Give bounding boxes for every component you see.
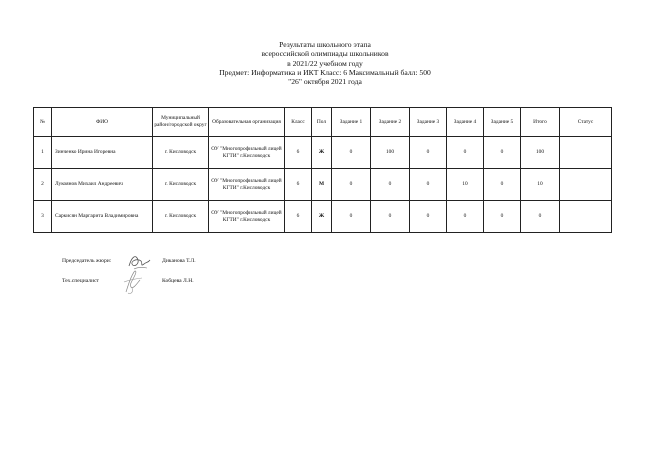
cell-number: 1: [34, 137, 52, 169]
cell-task-1: 0: [332, 201, 371, 233]
results-table: [33, 107, 612, 233]
cell-grade: 6: [285, 137, 312, 169]
signature-row-chair: [62, 258, 362, 278]
cell-task-3: 0: [410, 201, 447, 233]
title-line-2: всероссийской олимпиады школьников: [261, 49, 389, 59]
cell-task-5: 0: [484, 137, 521, 169]
cell-task-5: 0: [484, 169, 521, 201]
cell-total: 10: [521, 169, 560, 201]
title-line-3: в 2021/22 учебном году: [287, 58, 363, 68]
col-header-task-3: Задание 3: [410, 108, 447, 137]
cell-sex: М: [312, 169, 332, 201]
signature-row-tech: [62, 278, 362, 298]
cell-district: г. Кисловодск: [153, 201, 209, 233]
col-header-total: Итого: [521, 108, 560, 137]
cell-organization: ОУ "Многопрофильный лицей КГТИ" г.Кисловодск: [209, 201, 285, 233]
cell-fio: Зинченко Ирина Игоревна: [52, 137, 153, 169]
col-header-number: №: [34, 108, 52, 137]
col-header-task-2: Задание 2: [371, 108, 410, 137]
table-row: [34, 137, 612, 169]
cell-task-2: 100: [371, 137, 410, 169]
cell-task-1: 0: [332, 137, 371, 169]
signature-name: Кобцева Л.Н.: [162, 278, 194, 284]
cell-total: 0: [521, 201, 560, 233]
table-row: [34, 169, 612, 201]
cell-district: г. Кисловодск: [153, 169, 209, 201]
signature-block: [62, 258, 362, 298]
col-header-organization: Образовательная организация: [209, 108, 285, 137]
col-header-district: Муниципальный район/городской округ: [153, 108, 209, 137]
signature-name: Диканова Т.Л.: [162, 258, 196, 264]
cell-grade: 6: [285, 201, 312, 233]
cell-organization: ОУ "Многопрофильный лицей КГТИ" г.Кисловодск: [209, 137, 285, 169]
cell-number: 2: [34, 169, 52, 201]
cell-task-4: 10: [447, 169, 484, 201]
cell-status: [560, 137, 612, 169]
cell-task-4: 0: [447, 201, 484, 233]
cell-total: 100: [521, 137, 560, 169]
cell-status: [560, 201, 612, 233]
cell-task-3: 0: [410, 137, 447, 169]
col-header-grade: Класс: [285, 108, 312, 137]
col-header-task-1: Задание 1: [332, 108, 371, 137]
handwritten-signature: [120, 268, 146, 296]
cell-district: г. Кисловодск: [153, 137, 209, 169]
cell-task-2: 0: [371, 169, 410, 201]
cell-fio: Лукоянов Михаил Андреевич: [52, 169, 153, 201]
cell-organization: ОУ "Многопрофильный лицей КГТИ" г.Кисловодск: [209, 169, 285, 201]
cell-task-3: 0: [410, 169, 447, 201]
col-header-status: Статус: [560, 108, 612, 137]
cell-task-5: 0: [484, 201, 521, 233]
title-line-1: Результаты школьного этапа: [279, 40, 371, 49]
cell-grade: 6: [285, 169, 312, 201]
cell-task-2: 0: [371, 201, 410, 233]
date-line: "26" октября 2021 года: [288, 77, 362, 87]
cell-task-4: 0: [447, 137, 484, 169]
col-header-sex: Пол: [312, 108, 332, 137]
cell-status: [560, 169, 612, 201]
signature-role: Председатель жюри:: [62, 258, 112, 264]
col-header-task-5: Задание 5: [484, 108, 521, 137]
table-row: [34, 201, 612, 233]
col-header-fio: ФИО: [52, 108, 153, 137]
signature-role: Тех.специалист: [62, 278, 99, 284]
col-header-task-4: Задание 4: [447, 108, 484, 137]
table-header-row: [34, 108, 612, 137]
cell-fio: Саркисян Маргарита Владимировна: [52, 201, 153, 233]
subject-line: Предмет: Информатика и ИКТ Класс: 6 Максимальный балл: 500: [219, 67, 431, 77]
cell-number: 3: [34, 201, 52, 233]
document-header: [0, 40, 650, 86]
cell-task-1: 0: [332, 169, 371, 201]
cell-sex: Ж: [312, 137, 332, 169]
cell-sex: Ж: [312, 201, 332, 233]
